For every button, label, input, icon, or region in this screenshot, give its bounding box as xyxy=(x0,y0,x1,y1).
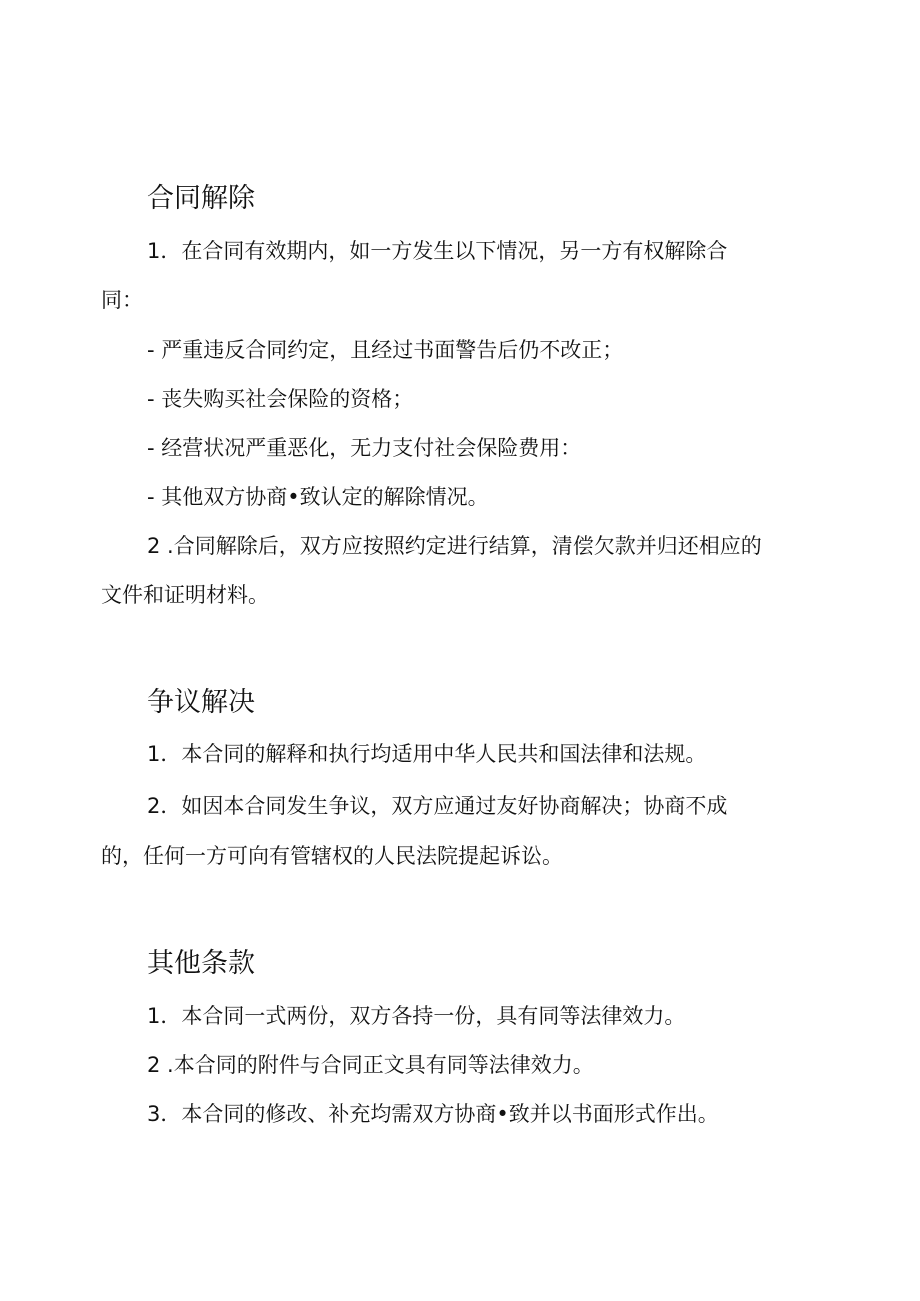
list-item: - 其他双方协商•致认定的解除情况。 xyxy=(147,485,489,509)
section-heading-contract-termination: 合同解除 xyxy=(147,183,255,214)
paragraph-line: 2．如因本合同发生争议，双方应通过友好协商解决；协商不成 xyxy=(147,794,728,818)
list-item: - 严重违反合同约定，且经过书面警告后仍不改正； xyxy=(147,338,624,362)
list-item: - 经营状况严重恶化，无力支付社会保险费用： xyxy=(147,436,582,460)
paragraph-line: 的，任何一方可向有管辖权的人民法院提起诉讼。 xyxy=(101,844,563,868)
paragraph-line: 1．本合同一式两份，双方各持一份，具有同等法律效力。 xyxy=(147,1004,686,1028)
paragraph-line: 3．本合同的修改、补充均需双方协商•致并以书面形式作出。 xyxy=(147,1102,719,1126)
paragraph-line: 2 .合同解除后，双方应按照约定进行结算，清偿欠款并归还相应的 xyxy=(147,534,762,558)
list-item: - 丧失购买社会保险的资格； xyxy=(147,387,414,411)
paragraph-line: 1．本合同的解释和执行均适用中华人民共和国法律和法规。 xyxy=(147,742,707,766)
section-heading-dispute-resolution: 争议解决 xyxy=(147,687,255,718)
section-heading-other-terms: 其他条款 xyxy=(147,948,255,979)
paragraph-line: 2 .本合同的附件与合同正文具有同等法律效力。 xyxy=(147,1053,594,1077)
paragraph-line: 1．在合同有效期内，如一方发生以下情况，另一方有权解除合 xyxy=(147,239,728,263)
paragraph-line: 文件和证明材料。 xyxy=(101,583,269,607)
paragraph-line: 同： xyxy=(101,288,143,312)
